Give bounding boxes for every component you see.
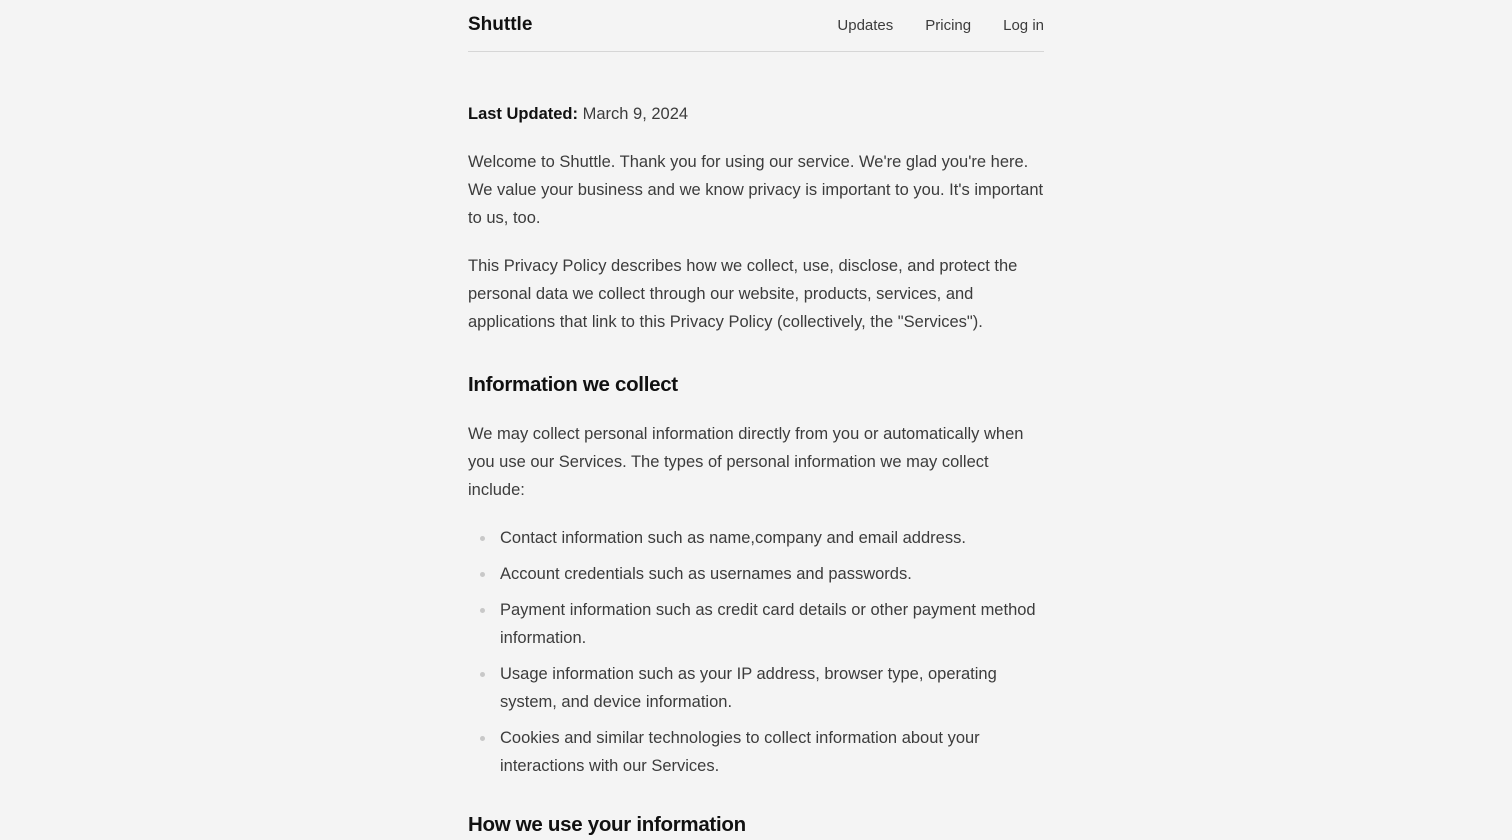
list-item <box>468 660 1044 716</box>
welcome-paragraph: Welcome to Shuttle. Thank you for using our service. We're glad you're here. We value your business and we know privacy is important to you. It's important to us, too. <box>468 153 1044 227</box>
list-item-text: Account credentials such as usernames and passwords. <box>500 565 912 583</box>
section-heading-information-we-collect: Information we collect <box>468 373 678 396</box>
list-item-text: Payment information such as credit card details or other payment method information. <box>500 601 1036 647</box>
last-updated-date: March 9, 2024 <box>582 105 689 123</box>
list-item <box>468 596 1044 652</box>
bullet-icon <box>480 608 485 613</box>
list-item <box>468 524 1044 552</box>
bullet-icon <box>480 536 485 541</box>
section-heading-how-we-use: How we use your information <box>468 813 746 836</box>
bullet-icon <box>480 736 485 741</box>
bullet-icon <box>480 572 485 577</box>
list-item-text: Contact information such as name,company and email address. <box>500 529 966 547</box>
section-intro-paragraph: We may collect personal information directly from you or automatically when you use our Services. The types of personal information we may collect include: <box>468 425 1024 499</box>
brand-logo-link[interactable]: Shuttle <box>468 14 533 35</box>
list-item <box>468 560 1044 588</box>
nav-link-updates[interactable]: Updates <box>837 16 894 34</box>
collected-info-list <box>468 524 1044 780</box>
nav-link-pricing[interactable]: Pricing <box>925 16 972 34</box>
site-header <box>468 0 1044 52</box>
list-item-text: Usage information such as your IP address, browser type, operating system, and device information. <box>500 665 997 711</box>
nav-link-log-in[interactable]: Log in <box>1003 16 1044 34</box>
main-nav <box>837 17 1044 34</box>
page-container <box>468 0 1044 840</box>
last-updated <box>468 100 1044 128</box>
list-item <box>468 724 1044 780</box>
last-updated-label: Last Updated: <box>468 105 579 123</box>
policy-description-paragraph: This Privacy Policy describes how we collect, use, disclose, and protect the personal data we collect through our website, products, services, and applications that link to this Privacy Policy (collectively, the "Services"). <box>468 257 1018 331</box>
bullet-icon <box>480 672 485 677</box>
list-item-text: Cookies and similar technologies to collect information about your interactions with our Services. <box>500 729 980 775</box>
policy-content <box>468 52 1044 840</box>
